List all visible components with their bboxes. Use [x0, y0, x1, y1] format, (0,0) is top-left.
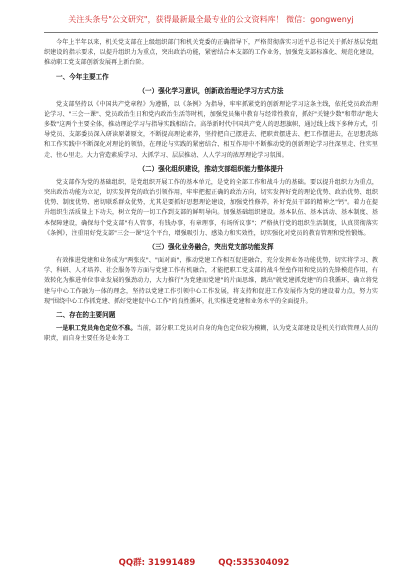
problem-one-text: 当前，部分职工党员对自身的角色定位较为模糊，认为党支部建设是机关行政管理人员的职责，而自身主要任务是业务工: [44, 325, 379, 343]
footer-qq-number: QQ:535304092: [218, 558, 290, 568]
subsection-heading-organization: （二）强化组织建设，推动支部组织能力整体提升: [138, 164, 284, 173]
section-heading-problems: 二、存在的主要问题: [56, 311, 116, 320]
header-banner-text: 关注头条号"公文研究"，获得最新最全最专业的公文资料库！ 微信：gongwenyj: [68, 15, 354, 24]
section-heading-main-work: 一、今年主要工作: [56, 72, 109, 81]
paragraph-learning: 党支部坚持以《中国共产党章程》为遵循，以《条例》为指导，牢牢抓紧党的创新理论学习这条主线，依托党员政治理论学习、"三会一课"、党员政治生日和党内政治生活等时机，加强党员集中教育与经常性教育，抓好"关键少数"和带动"绝大多数"这两个主要全体，推动理论学习与指导实践相结合。高举新时代中国共产党人的思想旗帜，通过线上线下多种方式，引导党员、支部委员深入研读原著原文，不断提高理论素养，坚持把自己摆进去、把职责摆进去、把工作摆进去，在思想洗练和工作实践中不断深化对理论的领悟，在理论与实践的紧密结合、相互作用中不断推动党的创新理论学习往深里走、往实里走、往心里走。大力营造素质学习、大抓学习、层层推动、人人学习的浓厚理论学习氛围。: [44, 100, 378, 159]
subsection-heading-business: （三）强化业务融合，突出党支部功能发挥: [148, 243, 274, 252]
subsection-heading-learning: （一）强化学习意识，创新政治理论学习方式方法: [138, 86, 284, 95]
page-header: [44, 10, 378, 33]
problem-one-lead: 一是职工党员角色定位不准。: [56, 325, 137, 333]
paragraph-problem-one: [44, 324, 378, 344]
footer-qq-group: QQ群: 31991489: [118, 558, 196, 568]
document-body: [44, 38, 378, 344]
paragraph-organization: 党支部作为党的基础组织，是党组织开展工作的基本单元，是党的全部工作和战斗力的基础。要以提升组织力为重点，突出政治功能为立足，切实发挥党的政治引领作用，牢牢把握正确的政治方向，切实发挥好党的理论优势、政治优势、组织优势、制度优势、密切联系群众优势，尤其是要抓好思想理论建设，加强党性修养，补好党员干部的精神之"钙"。着力在提升组织生活质量上下功夫，树立党的一切工作到支部的鲜明导向。加强基础组织建设。基本队伍、基本活动、基本制度、基本保障建设，确保每个党支部"有人管事，有钱办事，有章理事，有场所议事"；严格执行党的组织生活制度，认真贯彻落实《条例》，注重用好党支部"三会一课"这个平台，增强吸引力、感染力和实效性，切实强化对党员的教育管理和党性锻炼。: [44, 178, 378, 237]
paragraph-business: 有效推进党建和业务成为"两张皮"、"面对面"，推动党建工作相互促进融合，充分发挥业务功能优势，切实将学习、教学、科研、人才培养、社会服务等方面与党建工作有机融合，才能把职工党支部的战斗堡垒作用和党员的先锋模范作用，有效转化为推进单位事业发展的强劲动力，大力推行"为党建而党建"的片面思维，跳出"就党建抓党建"的自我循环，确立将党建与中心工作融为一体的理念，坚持以党建工作引领中心工作发展，将支持和促进工作发展作为党的建设着力点，努力实现"围绕中心工作抓党建、抓好党建促中心工作"的良性循环，扎实推进党建和业务水平的全面提升。: [44, 257, 378, 305]
page-footer: [0, 556, 408, 568]
intro-paragraph: 今年上半年以来，机关党支部在上级组织部门和机关党委的正确指导下，严格贯彻落实习近平总书记关于抓好基层党组织建设的指示要求，以提升组织力为重点，突出政治功能，紧密结合本支部的工作业务，加强党支部标准化、规范化建设，推动职工党支部创新发展再上新台阶。: [44, 39, 378, 67]
